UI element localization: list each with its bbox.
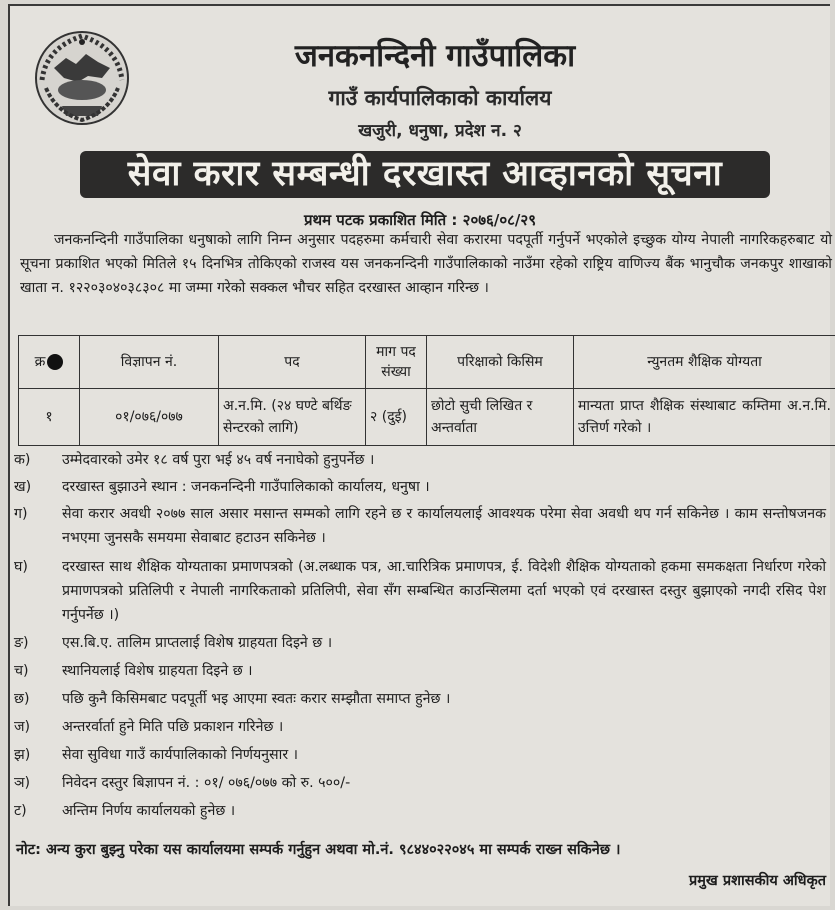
- notice-paper: [8, 4, 830, 906]
- list-item: [10, 555, 832, 627]
- list-item: [10, 659, 832, 683]
- item-text: दरखास्त साथ शैक्षिक योग्यताका प्रमाणपत्रको (अ.लब्धाक पत्र, आ.चारित्रिक प्रमाणपत्र, ई. विदेशी शैक्षिक योग्यताको हकमा समकक्षता निर्धारण गरेको प्रमाणपत्रको प्रतिलिपी र नेपाली नागरिकताको प्रतिलिपी, सेवा सँग सम्बन्धित काउन्सिलमा दर्ता भएको एवं दरखास्त दस्तुर बुझाएको नगदी रसिद पेश गर्नुपर्नेछ ।): [62, 559, 826, 623]
- contact-note: नोट: अन्य कुरा बुझ्नु परेका यस कार्यालयमा सम्पर्क गर्नुहुन अथवा मो.नं. ९८४४०२२०४५ मा सम्पर्क राख्न सकिनेछ ।: [16, 842, 621, 858]
- item-marker: घ): [14, 559, 28, 575]
- office-address: खजुरी, धनुषा, प्रदेश न. २: [358, 121, 522, 141]
- item-marker: ग): [14, 506, 28, 522]
- signatory-title: प्रमुख प्रशासकीय अधिकृत: [689, 873, 826, 889]
- list-item: [10, 475, 832, 499]
- col-header-ad-no: विज्ञापन नं.: [80, 336, 219, 389]
- cell-exam: छोटो सुची लिखित र अन्तर्वाता: [427, 389, 574, 446]
- cell-post: अ.न.मि. (२४ घण्टे बर्थिङ सेन्टरको लागि): [219, 389, 366, 446]
- item-marker: ख): [14, 479, 32, 495]
- item-marker: क): [14, 452, 31, 468]
- item-text: सेवा सुविधा गाउँ कार्यपालिकाको निर्णयनुसार ।: [62, 747, 299, 763]
- intro-text: जनकनन्दिनी गाउँपालिका धनुषाको लागि निम्न अनुसार पदहरुमा कर्मचारी सेवा करारमा पदपूर्ती गर्नुपर्ने भएकोले इच्छुक योग्य नेपाली नागरिकहरुबाट यो सूचना प्रकाशित भएको मितिले १५ दिनभित्र तोकिएको राजस्व यस जनकनन्दिनी गाउँपालिकाको नाउँमा रहेको राष्ट्रिय वाणिज्य बैंक भानुचौक जनकपुर शाखाको खाता न. १२२०३०४०३८३०८ मा जम्मा गरेको सक्कल भौचर सहित दरखास्त आव्हान गरिन्छ ।: [20, 232, 832, 296]
- cell-sn: १: [19, 389, 80, 446]
- col-header-demand: माग पद संख्या: [366, 336, 427, 389]
- item-text: सेवा करार अवधी २०७७ साल असार मसान्त सम्मको लागि रहने छ र कार्यालयलाई आवश्यक परेमा सेवा अवधी थप गर्न सकिनेछ । काम सन्तोषजनक नभएमा जुनसकै समयमा सेवाबाट हटाउन सकिनेछ ।: [62, 506, 826, 546]
- col-header-post: पद: [219, 336, 366, 389]
- list-item: [10, 743, 832, 767]
- item-text: दरखास्त बुझाउने स्थान : जनकनन्दिनी गाउँपालिकाको कार्यालय, धनुषा ।: [62, 479, 430, 495]
- list-item: [10, 715, 832, 739]
- list-item: [10, 502, 832, 550]
- item-text: अन्तिम निर्णय कार्यालयको हुनेछ ।: [62, 803, 236, 819]
- cell-ad-no: ०१/०७६/०७७: [80, 389, 219, 446]
- vacancy-table: [18, 335, 835, 446]
- item-text: पछि कुनै किसिमबाट पदपूर्ती भइ आएमा स्वतः करार सम्झौता समाप्त हुनेछ ।: [62, 691, 451, 707]
- conditions-list: [10, 448, 832, 823]
- list-item: [10, 799, 832, 823]
- intro-paragraph: [20, 228, 832, 300]
- item-text: अन्तरर्वार्ता हुने मिति पछि प्रकाशन गरिनेछ ।: [62, 719, 284, 735]
- item-text: निवेदन दस्तुर बिज्ञापन नं. : ०१/ ०७६/०७७ को रु. ५००/-: [62, 775, 351, 791]
- notice-banner: सेवा करार सम्बन्धी दरखास्त आव्हानको सूचना: [80, 151, 770, 198]
- list-item: [10, 771, 832, 795]
- list-item: [10, 448, 832, 472]
- published-date: प्रथम पटक प्रकाशित मिति : २०७६/०८/२९: [303, 211, 537, 229]
- item-text: उम्मेदवारको उमेर १८ वर्ष पुरा भई ४५ वर्ष ननाघेको हुनुपर्नेछ ।: [62, 452, 375, 468]
- item-marker: ङ): [14, 635, 29, 651]
- cell-demand: २ (दुई): [366, 389, 427, 446]
- table-row: [19, 389, 835, 446]
- col-header-qualification: न्युनतम शैक्षिक योग्यता: [574, 336, 835, 389]
- item-marker: ट): [14, 803, 27, 819]
- ink-dot: [47, 354, 63, 370]
- table-header-row: [19, 336, 835, 389]
- list-item: [10, 631, 832, 655]
- item-marker: छ): [14, 691, 30, 707]
- col-header-exam: परिक्षाको किसिम: [427, 336, 574, 389]
- item-marker: च): [14, 663, 29, 679]
- org-title: जनकनन्दिनी गाउँपालिका: [294, 38, 576, 74]
- office-title: गाउँ कार्यपालिकाको कार्यालय: [328, 86, 552, 110]
- item-marker: ञ): [14, 775, 31, 791]
- col-header-sn: क्र: [19, 336, 80, 389]
- item-text: स्थानियलाई विशेष ग्राहयता दिइने छ ।: [62, 663, 253, 679]
- item-text: एस.बि.ए. तालिम प्राप्तलाई विशेष ग्राहयता दिइने छ ।: [62, 635, 333, 651]
- cell-qualification: मान्यता प्राप्त शैक्षिक संस्थाबाट कम्तिमा अ.न.मि. उत्तिर्ण गरेको ।: [574, 389, 835, 446]
- item-marker: झ): [14, 747, 31, 763]
- item-marker: ज): [14, 719, 31, 735]
- list-item: [10, 687, 832, 711]
